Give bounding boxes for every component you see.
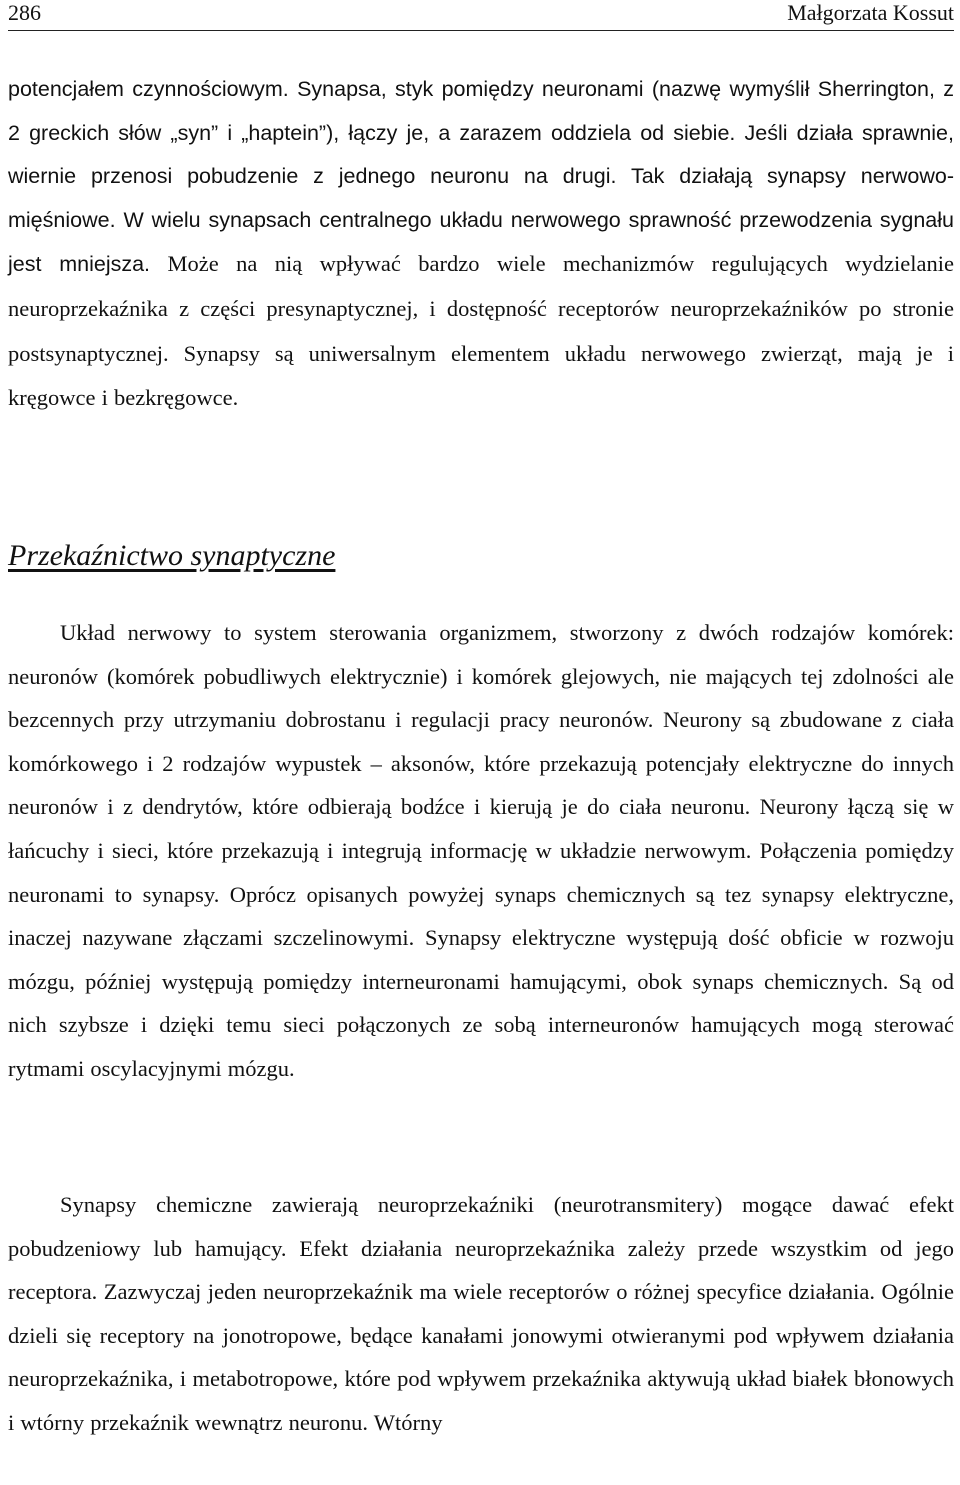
section-paragraph-2 — [8, 1183, 954, 1445]
page-number: 286 — [8, 0, 41, 25]
page-header — [8, 0, 954, 31]
intro-paragraph — [8, 68, 954, 421]
section-heading: Przekaźnictwo synaptyczne — [8, 539, 336, 572]
paragraph-text: Synapsy chemiczne zawierają neuroprzekaźniki (neurotransmitery) mogące dawać efekt pobudzeniowy lub hamujący. Efekt działania neuroprzekaźnika zależy przede wszystkim od jego receptora. Zazwyczaj jeden neuroprzekaźnik ma wiele receptorów o różnej specyfice działania. Ogólnie dzieli się receptory na jonotropowe, będące kanałami jonowymi otwieranymi pod wpływem działania neuroprzekaźnika, i metabotropowe, które pod wpływem przekaźnika aktywują układ białek błonowych i wtórny przekaźnik wewnątrz neuronu. Wtórny — [8, 1192, 954, 1435]
intro-text-sans: potencjałem czynnościowym. Synapsa, styk pomiędzy neuronami (nazwę wymyślił Sherrington, z 2 greckich słów „syn” i „haptein”), łączy je, a zarazem oddziela od siebie. Jeśli działa sprawnie, wiernie przenosi pobudzenie z jednego neuronu na drugi. Tak działają synapsy nerwowo-mięśniowe. W wielu synapsach centralnego układu nerwowego sprawność przewodzenia sygnału jest mniejsza. — [8, 77, 954, 277]
running-head-author: Małgorzata Kossut — [787, 0, 954, 25]
paragraph-text: Układ nerwowy to system sterowania organizmem, stworzony z dwóch rodzajów komórek: neuronów (komórek pobudliwych elektrycznie) i komórek glejowych, nie mających tej zdolności ale bezcennych przy utrzymaniu dobrostanu i regulacji pracy neuronów. Neurony są zbudowane z ciała komórkowego i 2 rodzajów wypustek – aksonów, które przekazują potencjały elektryczne do innych neuronów i z dendrytów, które odbierają bodźce i kierują je do ciała neuronu. Neurony łączą się w łańcuchy i sieci, które przekazują i integrują informację w układzie nerwowym. Połączenia pomiędzy neuronami to synapsy. Oprócz opisanych powyżej synaps chemicznych są tez synapsy elektryczne, inaczej nazywane złączami szczelinowymi. Synapsy elektryczne występują dość obficie w rozwoju mózgu, później występują pomiędzy interneuronami hamującymi, obok synaps chemicznych. Są od nich szybsze i dzięki temu sieci połączonych ze sobą interneuronów hamujących mogą sterować rytmami oscylacyjnymi mózgu. — [8, 620, 954, 1081]
section-paragraph-1 — [8, 611, 954, 1091]
intro-text-serif: Może na nią wpływać bardzo wiele mechanizmów regulujących wydzielanie neuroprzekaźnika z części presynaptycznej, i dostępność receptorów neuroprzekaźników po stronie postsynaptycznej. Synapsy są uniwersalnym elementem układu nerwowego zwierząt, mają je i kręgowce i bezkręgowce. — [8, 251, 954, 411]
